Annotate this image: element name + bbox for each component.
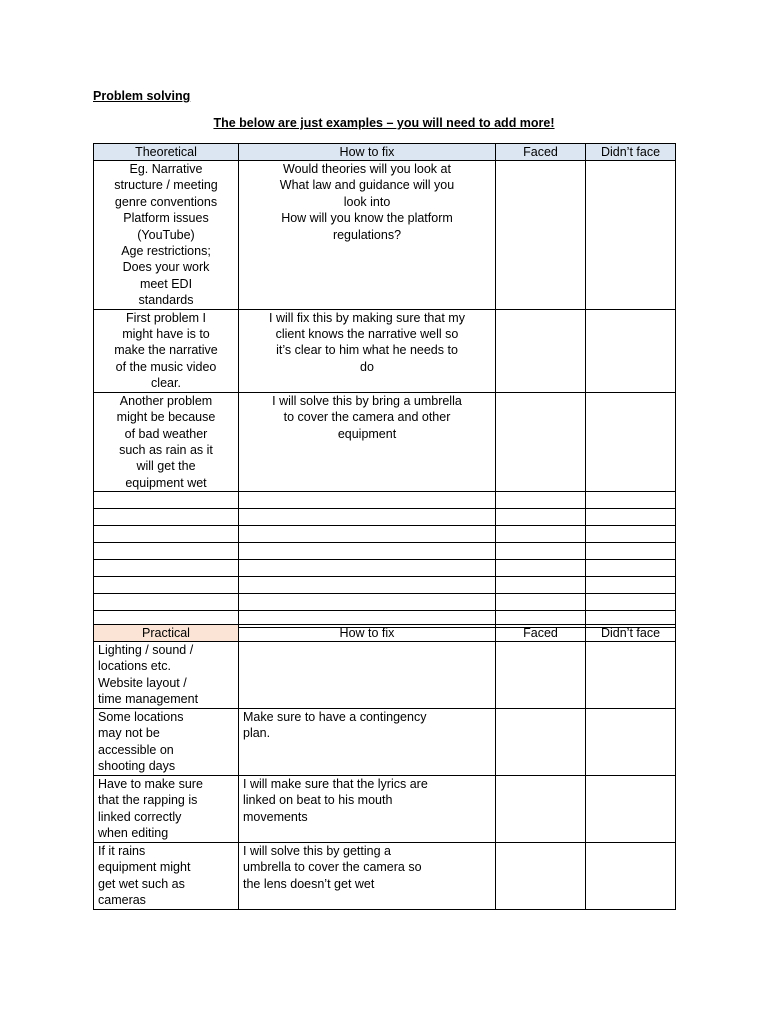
empty-cell[interactable] xyxy=(586,526,676,543)
not-faced-cell[interactable] xyxy=(586,392,676,491)
empty-cell[interactable] xyxy=(239,492,496,509)
empty-row xyxy=(94,509,676,526)
empty-cell[interactable] xyxy=(586,577,676,594)
fix-cell[interactable]: I will solve this by bring a umbrella to cover the camera and other equipment xyxy=(239,392,496,491)
fix-cell[interactable]: I will make sure that the lyrics are linked on beat to his mouth movements xyxy=(239,776,496,843)
problem-cell[interactable]: Eg. Narrative structure / meeting genre conventions Platform issues (YouTube) Age restrictions; Does your work meet EDI standards xyxy=(94,161,239,310)
not-faced-cell[interactable] xyxy=(586,709,676,776)
table-row xyxy=(94,392,676,491)
problem-cell[interactable]: First problem I might have is to make the narrative of the music video clear. xyxy=(94,309,239,392)
fix-cell[interactable]: Would theories will you look at What law and guidance will you look into How will you know the platform regulations? xyxy=(239,161,496,310)
problem-cell[interactable]: Another problem might be because of bad weather such as rain as it will get the equipment wet xyxy=(94,392,239,491)
fix-cell[interactable] xyxy=(239,642,496,709)
fix-cell[interactable]: Make sure to have a contingency plan. xyxy=(239,709,496,776)
empty-cell[interactable] xyxy=(94,526,239,543)
empty-cell[interactable] xyxy=(94,543,239,560)
empty-row xyxy=(94,560,676,577)
not-faced-cell[interactable] xyxy=(586,843,676,910)
empty-cell[interactable] xyxy=(496,577,586,594)
header-faced: Faced xyxy=(496,144,586,161)
empty-cell[interactable] xyxy=(586,543,676,560)
problem-cell[interactable]: Some locations may not be accessible on shooting days xyxy=(94,709,239,776)
not-faced-cell[interactable] xyxy=(586,642,676,709)
table-header-row xyxy=(94,144,676,161)
header-practical: Practical xyxy=(94,625,239,642)
header-how-to-fix: How to fix xyxy=(239,625,496,642)
empty-row xyxy=(94,492,676,509)
header-faced: Faced xyxy=(496,625,586,642)
faced-cell[interactable] xyxy=(496,161,586,310)
fix-cell[interactable]: I will solve this by getting a umbrella to cover the camera so the lens doesn’t get wet xyxy=(239,843,496,910)
empty-row xyxy=(94,594,676,611)
table-row xyxy=(94,309,676,392)
header-how-to-fix: How to fix xyxy=(239,144,496,161)
empty-cell[interactable] xyxy=(496,526,586,543)
empty-cell[interactable] xyxy=(239,509,496,526)
empty-cell[interactable] xyxy=(586,594,676,611)
empty-cell[interactable] xyxy=(94,594,239,611)
empty-cell[interactable] xyxy=(94,560,239,577)
not-faced-cell[interactable] xyxy=(586,161,676,310)
empty-cell[interactable] xyxy=(496,560,586,577)
empty-cell[interactable] xyxy=(239,526,496,543)
faced-cell[interactable] xyxy=(496,392,586,491)
empty-cell[interactable] xyxy=(239,577,496,594)
empty-cell[interactable] xyxy=(239,543,496,560)
table-row xyxy=(94,843,676,910)
not-faced-cell[interactable] xyxy=(586,776,676,843)
empty-cell[interactable] xyxy=(586,509,676,526)
problem-cell[interactable]: Have to make sure that the rapping is linked correctly when editing xyxy=(94,776,239,843)
page-title: Problem solving xyxy=(93,89,191,103)
empty-cell[interactable] xyxy=(496,543,586,560)
empty-cell[interactable] xyxy=(586,560,676,577)
problem-cell[interactable]: If it rains equipment might get wet such as cameras xyxy=(94,843,239,910)
table-header-row xyxy=(94,625,676,642)
theoretical-table xyxy=(93,143,676,628)
fix-cell[interactable]: I will fix this by making sure that my client knows the narrative well so it’s clear to him what he needs to do xyxy=(239,309,496,392)
empty-cell[interactable] xyxy=(496,594,586,611)
page-subtitle: The below are just examples – you will need to add more! xyxy=(213,116,555,130)
empty-row xyxy=(94,543,676,560)
table-row xyxy=(94,642,676,709)
empty-cell[interactable] xyxy=(496,509,586,526)
faced-cell[interactable] xyxy=(496,776,586,843)
faced-cell[interactable] xyxy=(496,642,586,709)
empty-row xyxy=(94,526,676,543)
faced-cell[interactable] xyxy=(496,843,586,910)
empty-cell[interactable] xyxy=(496,492,586,509)
problem-cell[interactable]: Lighting / sound / locations etc. Website layout / time management xyxy=(94,642,239,709)
empty-cell[interactable] xyxy=(94,492,239,509)
not-faced-cell[interactable] xyxy=(586,309,676,392)
practical-table xyxy=(93,624,676,910)
header-theoretical: Theoretical xyxy=(94,144,239,161)
faced-cell[interactable] xyxy=(496,309,586,392)
empty-cell[interactable] xyxy=(239,594,496,611)
empty-cell[interactable] xyxy=(586,492,676,509)
header-didnt-face: Didn’t face xyxy=(586,144,676,161)
empty-cell[interactable] xyxy=(94,509,239,526)
header-didnt-face: Didn’t face xyxy=(586,625,676,642)
table-row xyxy=(94,776,676,843)
empty-cell[interactable] xyxy=(94,577,239,594)
table-row xyxy=(94,161,676,310)
empty-row xyxy=(94,577,676,594)
faced-cell[interactable] xyxy=(496,709,586,776)
empty-cell[interactable] xyxy=(239,560,496,577)
table-row xyxy=(94,709,676,776)
